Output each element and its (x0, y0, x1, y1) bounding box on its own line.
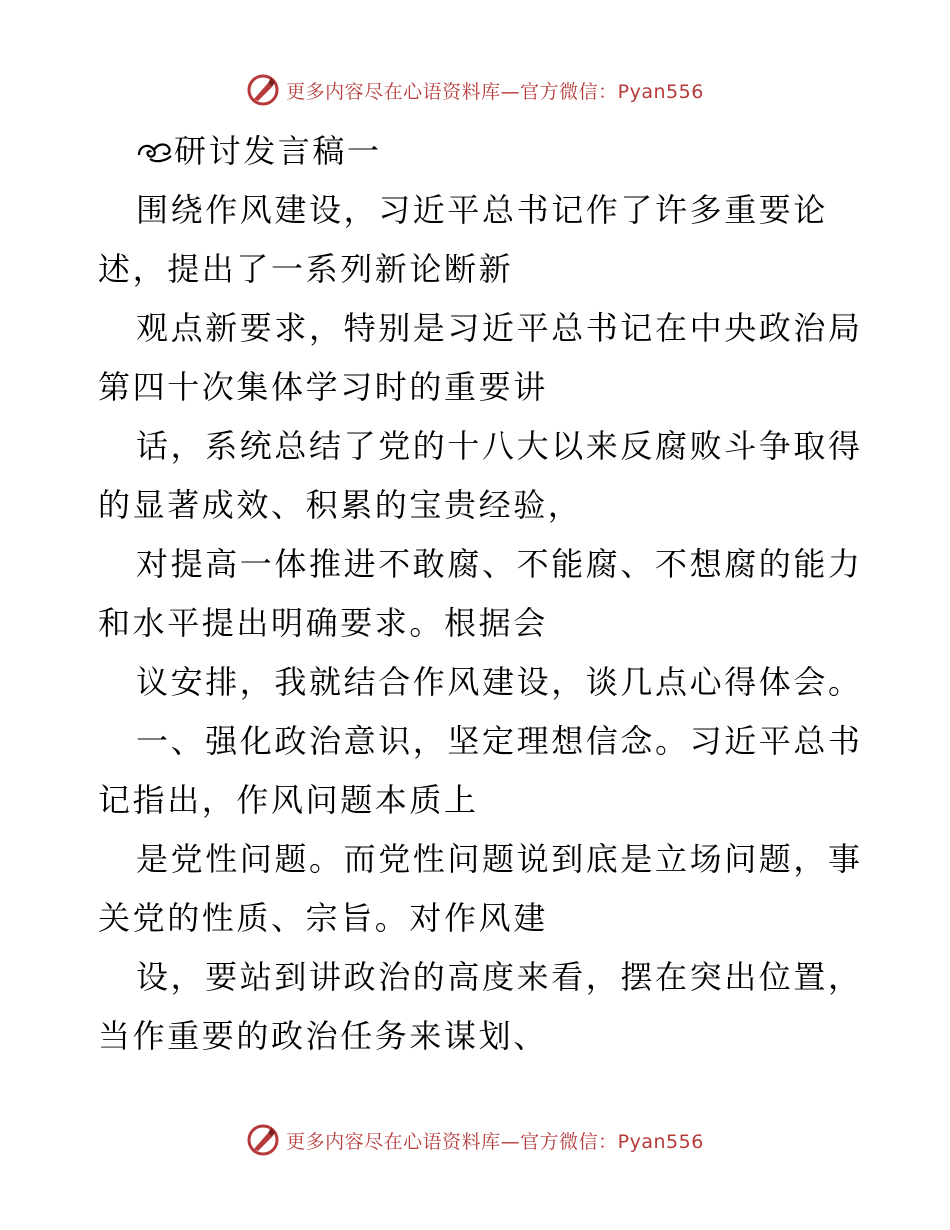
paragraph-line: 当作重要的政治任务来谋划、 (98, 1017, 548, 1055)
paragraph-line: 观点新要求，特别是习近平总书记在中央政治局 (136, 309, 863, 347)
paragraph-line: 围绕作风建设，习近平总书记作了许多重要论 (136, 191, 829, 229)
pen-logo-icon (246, 1123, 280, 1157)
paragraph-line: 和水平提出明确要求。根据会 (98, 604, 548, 642)
document-body (98, 122, 863, 1066)
paragraph-line: 对提高一体推进不敢腐、不能腐、不想腐的能力 (136, 545, 863, 583)
paragraph-line: 关党的性质、宗旨。对作风建 (98, 899, 548, 937)
paragraph-line: 一、强化政治意识，坚定理想信念。习近平总书 (136, 722, 863, 760)
watermark-text: 更多内容尽在心语资料库—官方微信：Pyan556 (286, 80, 704, 103)
paragraph-line: 记指出，作风问题本质上 (98, 781, 479, 819)
paragraph-line: 述，提出了一系列新论断新 (98, 250, 514, 288)
paragraph-line: 话，系统总结了党的十八大以来反腐败斗争取得 (136, 427, 863, 465)
title-text: 研讨发言稿一 (174, 132, 382, 170)
footer-watermark (0, 1120, 950, 1160)
pen-logo-icon (246, 73, 280, 107)
paragraph-line: 的显著成效、积累的宝贵经验， (98, 486, 583, 524)
paragraph-line: 设，要站到讲政治的高度来看，摆在突出位置， (136, 958, 863, 996)
fleuron-icon (136, 137, 174, 165)
document-title (98, 122, 858, 181)
watermark-text: 更多内容尽在心语资料库—官方微信：Pyan556 (286, 1130, 704, 1153)
paragraph-line: 第四十次集体学习时的重要讲 (98, 368, 548, 406)
paragraph-line: 议安排，我就结合作风建设，谈几点心得体会。 (136, 663, 863, 701)
paragraph-line: 是党性问题。而党性问题说到底是立场问题，事 (136, 840, 863, 878)
header-watermark (0, 70, 950, 110)
